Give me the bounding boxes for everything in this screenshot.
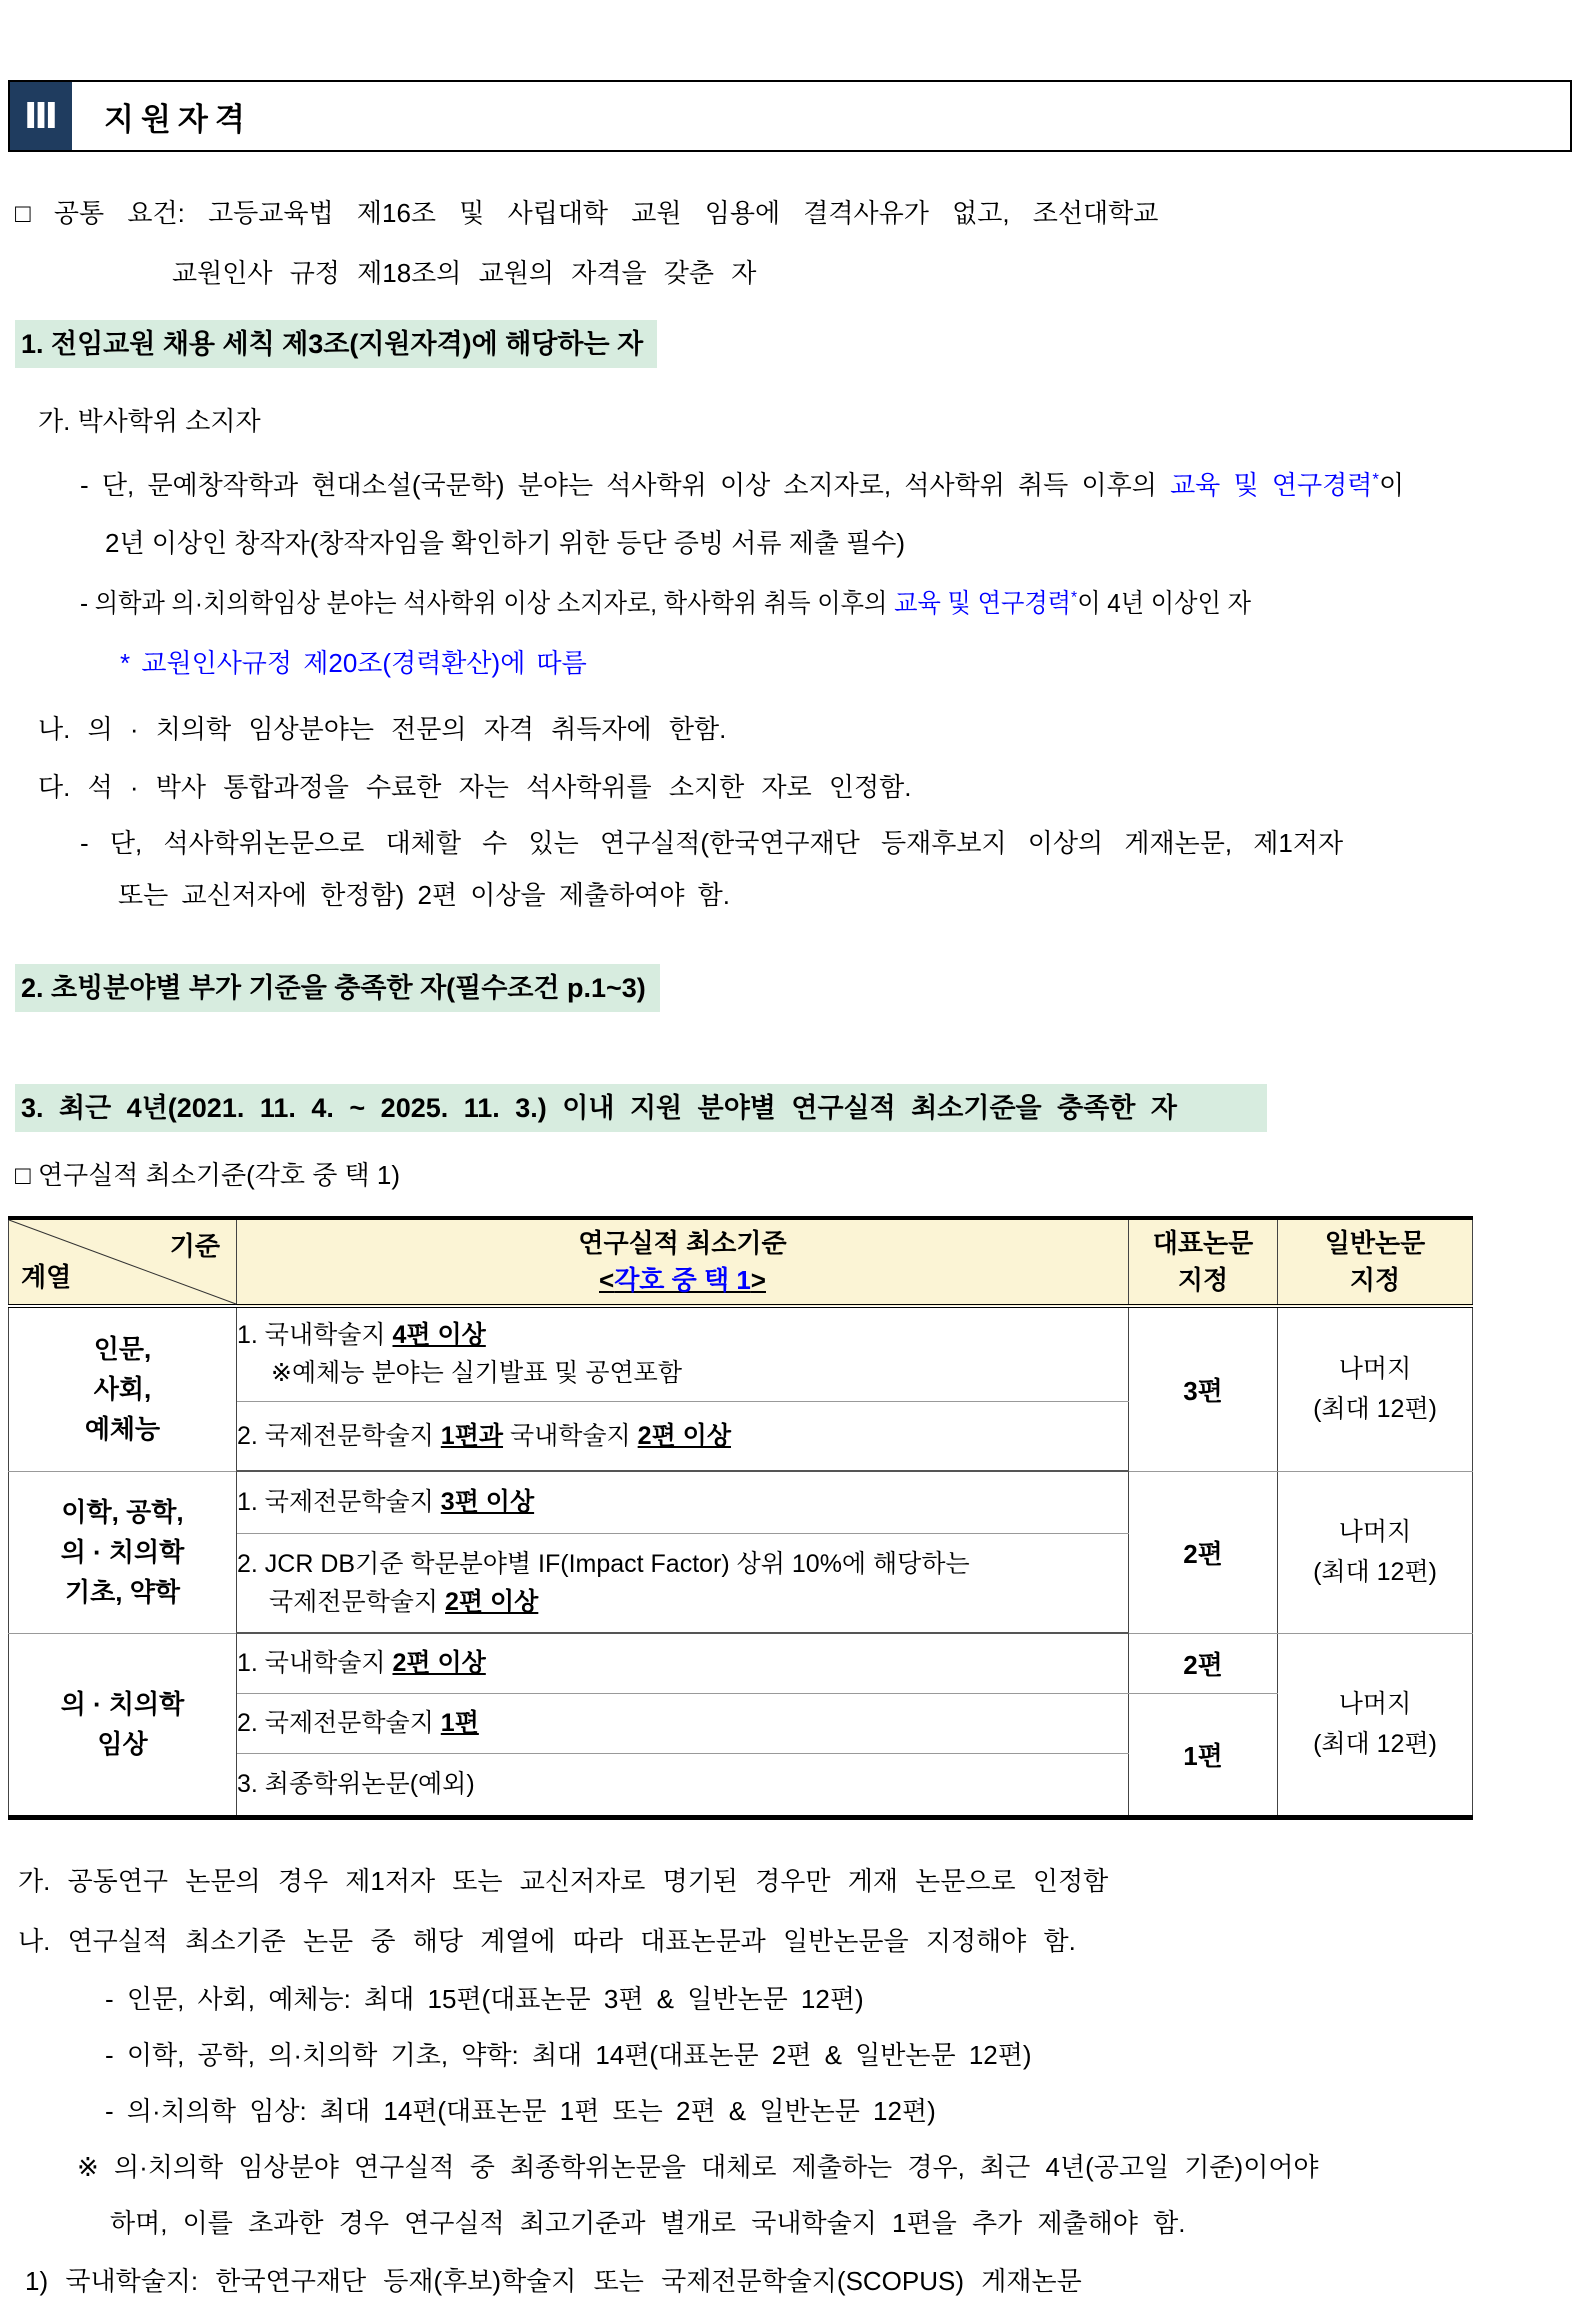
note-dash2: - 이학, 공학, 의·치의학 기초, 약학: 최대 14편(대표논문 2편 & 일반논문 12편) [105,2039,1032,2070]
general-column-header [1278,1218,1473,1306]
gen-header-line2: 지정 [1349,1265,1401,1295]
section2-heading: 2. 초빙분야별 부가 기준을 충족한 자(필수조건 p.1~3) [15,964,660,1012]
bullet2-blue-text: 교육 및 연구경력 [894,588,1072,618]
representative-count-clinical-1: 2편 [1129,1633,1278,1693]
general-count-science: 나머지 (최대 12편) [1278,1471,1473,1633]
table-row-clinical-1 [9,1633,1473,1693]
section1-footnote-blue: * 교원인사규정 제20조(경력환산)에 따름 [120,648,587,678]
research-criteria-table [8,1216,1473,1820]
criteria-clinical-item3: 3. 최종학위논문(예외) [237,1753,1129,1817]
note-dash3: - 의·치의학 임상: 최대 14편(대표논문 1편 또는 2편 & 일반논문 12편) [105,2095,936,2126]
bullet1-blue-text: 교육 및 연구경력 [1170,470,1373,500]
criteria-header-choose [237,1262,1128,1299]
note-dash1: - 인문, 사회, 예체능: 최대 15편(대표논문 3편 & 일반논문 12편) [105,1983,864,2014]
category-science: 이학, 공학, 의 · 치의학 기초, 약학 [9,1471,237,1633]
bracket-open: < [599,1265,615,1295]
section1-bullet1-line2: 2년 이상인 창작자(창작자임을 확인하기 위한 등단 증빙 서류 제출 필수) [105,528,906,558]
section3-heading-line [0,1084,1580,1132]
section3-subheading: □ 연구실적 최소기준(각호 중 택 1) [15,1160,400,1190]
criteria-clinical-item1: 1. 국내학술지 2편 이상 [237,1633,1129,1693]
bullet2-text-post: 이 4년 이상인 자 [1077,588,1251,618]
gen-header-line1: 일반논문 [1324,1228,1426,1258]
section1-item-da: 다. 석 · 박사 통합과정을 수료한 자는 석사학위를 소지한 자로 인정함. [38,772,912,802]
corner-header-cell [9,1218,237,1306]
representative-count-science: 2편 [1129,1471,1278,1633]
note-na: 나. 연구실적 최소기준 논문 중 해당 계열에 따라 대표논문과 일반논문을 지정해야 함. [18,1925,1076,1956]
table-row-science-1 [9,1471,1473,1533]
category-humanities: 인문, 사회, 예체능 [9,1306,237,1471]
general-count-humanities: 나머지 (최대 12편) [1278,1306,1473,1471]
common-req-line-2: 교원인사 규정 제18조의 교원의 자격을 갖춘 자 [172,258,757,288]
criteria-science-item2: 2. JCR DB기준 학문분야별 IF(Impact Factor) 상위 10%에 해당하는 국제전문학술지 2편 이상 [237,1533,1129,1633]
section1-bullet3-line2: 또는 교신저자에 한정함) 2편 이상을 제출하여야 함. [118,880,731,910]
page-title: 지원자격 [104,101,252,137]
section1-item-ga: 가. 박사학위 소지자 [38,406,261,436]
section1-item-na: 나. 의 · 치의학 임상분야는 전문의 자격 취득자에 한함. [38,714,727,744]
bullet2-condensed-wrap [80,586,1251,620]
table-row-humanities-1 [9,1306,1473,1401]
representative-count-humanities: 3편 [1129,1306,1278,1471]
criteria-column-header [237,1218,1129,1306]
corner-label-category: 계열 [21,1262,72,1292]
section-numeral: Ⅲ [23,95,59,136]
representative-count-clinical-2: 1편 [1129,1693,1278,1817]
note-footnote1: 1) 국내학술지: 한국연구재단 등재(후보)학술지 또는 국제전문학술지(SCOPUS) 게재논문 [25,2265,1082,2296]
criteria-humanities-item2: 2. 국제전문학술지 1편과 국내학술지 2편 이상 [237,1401,1129,1471]
general-count-clinical: 나머지 (최대 12편) [1278,1633,1473,1817]
section1-bullet2-line1 [0,586,1580,620]
bullet2-asterisk: * [1071,587,1078,607]
criteria-science-item1: 1. 국제전문학술지 3편 이상 [237,1471,1129,1533]
category-clinical: 의 · 치의학 임상 [9,1633,237,1817]
bullet1-text: - 단, 문예창작학과 현대소설(국문학) 분야는 석사학위 이상 소지자로, 석사학위 취득 이후의 [80,470,1171,500]
rep-header-line1: 대표논문 [1152,1228,1254,1258]
corner-label-criteria: 기준 [169,1231,220,1261]
section1-heading: 1. 전임교원 채용 세칙 제3조(지원자격)에 해당하는 자 [15,320,657,368]
criteria-clinical-item2: 2. 국제전문학술지 1편 [237,1693,1129,1753]
bullet2-text: - 의학과 의·치의학임상 분야는 석사학위 이상 소지자로, 학사학위 취득 이후의 [80,588,895,618]
representative-column-header [1129,1218,1278,1306]
section1-heading-line [0,320,1580,368]
choose-one-link[interactable]: 각호 중 택 1 [614,1265,751,1295]
section1-bullet1-line1 [0,468,1580,502]
document-page [0,80,1580,2296]
criteria-humanities-note: ※예체능 분야는 실기발표 및 공연포함 [271,1359,682,1388]
criteria-humanities-item1: 1. 국내학술지 4편 이상 ※예체능 분야는 실기발표 및 공연포함 [237,1306,1129,1401]
note-ga: 가. 공동연구 논문의 경우 제1저자 또는 교신저자로 명기된 경우만 게재 논문으로 인정함 [18,1865,1109,1896]
section2-heading-line [0,964,1580,1012]
table-header-row [9,1218,1473,1306]
bullet1-asterisk: * [1372,469,1379,489]
rep-header-line2: 지정 [1177,1265,1229,1295]
bullet1-text-post: 이 [1378,470,1405,500]
section3-heading: 3. 최근 4년(2021. 11. 4. ~ 2025. 11. 3.) 이내 지원 분야별 연구실적 최소기준을 충족한 자 [15,1084,1267,1132]
section-header-box [8,80,1572,152]
note-ref-line1: ※ 의·치의학 임상분야 연구실적 중 최종학위논문을 대체로 제출하는 경우, 최근 4년(공고일 기준)이어야 [77,2151,1319,2182]
bracket-close: > [750,1265,766,1295]
choose-one-wrap [599,1265,766,1295]
note-ref-line2: 하며, 이를 초과한 경우 연구실적 최고기준과 별개로 국내학술지 1편을 추가 제출해야 함. [110,2207,1186,2238]
common-req-line-1: □ 공통 요건: 고등교육법 제16조 및 사립대학 교원 임용에 결격사유가 없고, 조선대학교 [15,198,1159,228]
section1-bullet3-line1: - 단, 석사학위논문으로 대체할 수 있는 연구실적(한국연구재단 등재후보지 이상의 게재논문, 제1저자 [80,828,1344,858]
criteria-header-title: 연구실적 최소기준 [578,1228,787,1258]
section-numeral-badge [10,82,72,150]
